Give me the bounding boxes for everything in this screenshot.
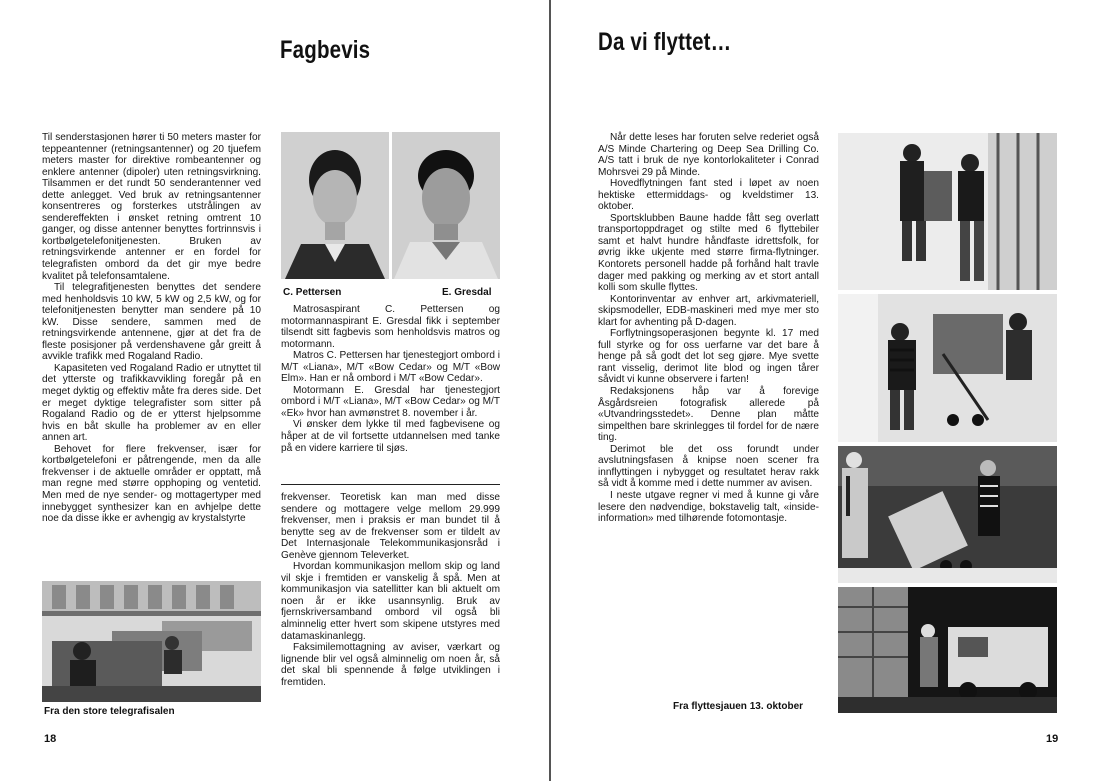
portrait-caption-pettersen: C. Pettersen	[283, 287, 342, 298]
paragraph: Matros C. Pettersen har tjenestegjort ombord i M/T «Liana», M/T «Bow Cedar» og M/T «Bow Elm». Han er nå ombord i M/T «Bow Cedar».	[281, 350, 501, 385]
paragraph: Redaksjonens håp var å forevige Åsgårdsreien fotografisk allerede på «Utvandringsstedet». Denne plan måtte simpelthen bare skrinlegges til fordel for de nære ting.	[598, 386, 819, 444]
page-title-fagbevis: Fagbevis	[280, 36, 371, 64]
right-page	[551, 0, 1100, 781]
portrait-c-pettersen	[281, 132, 389, 279]
page-number-right: 19	[1046, 733, 1059, 745]
page-title-flyttet: Da vi flyttet…	[598, 28, 732, 56]
paragraph: Matrosaspirant C. Pettersen og motormannaspirant E. Gresdal fikk i september tilsendt sitt fagbevis som henholdsvis matros og motormann.	[281, 304, 500, 350]
paragraph: Kapasiteten ved Rogaland Radio er utnyttet til det ytterste og trafikkavvikling foregår på en meget dyktig og effektiv måte fra deres side. Det er meget dyktige telegrafister som sitter på Rogaland Radio og de er ytterst hjelpsomme hvis en båt skulle ha problemer av en eller annen art.	[42, 362, 261, 444]
photo-moving-4	[838, 587, 1057, 713]
paragraph: I neste utgave regner vi med å kunne gi våre lesere den nødvendige, bokstavelig talt, «inside-information» med tilhørende fotomontasje.	[598, 489, 819, 525]
article-column-telegraphy	[42, 132, 261, 574]
paragraph: Sportsklubben Baune hadde fått seg overlatt transportoppdraget og stilte med 6 flyttebiler samt et halvt hundre håndfaste idrettsfolk, for øvrig ikke ukjente med større firma-flytninger. Kontorets personell hadde på forhånd halt travle dager med pakking og merking av et stort antall kolli som skulle flyttes.	[598, 212, 819, 294]
paragraph: Forflytningsoperasjonen begynte kl. 17 med full styrke og for oss uerfarne var det bare å henge på så godt det lot seg gjøre. Mye svette rant visselig, derimot lite blod og ingen tårer såvidt vi kunne observere i farten!	[598, 328, 819, 386]
photo-telegraph-hall	[42, 581, 261, 702]
paragraph: frekvenser. Teoretisk kan man med disse sendere og mottagere velge mellom 29.999 frekvenser, men i praksis er man bundet til å benytte seg av de frekvenser som er tildelt av Det Internasjonale Telekommunikasjonsråd i Genève gjennom Televerket.	[281, 492, 500, 561]
page-number-left: 18	[44, 733, 57, 745]
photo-caption-moving: Fra flyttesjauen 13. oktober	[673, 701, 804, 712]
paragraph: Hvordan kommunikasjon mellom skip og land vil skje i fremtiden er vanskelig å spå. Men at kommunikasjon via satellitter kan bli aktuelt om noen år er ikke usannsynlig. Bruk av fjernskriversamband ombord vil også bli alminnelig etter hvert som skipene utstyres med datamaskinanlegg.	[281, 561, 500, 642]
article-column-fagbevis	[281, 304, 500, 480]
paragraph: Derimot ble det oss forundt under avslutningsfasen å knipse noen scener fra innflyttingen i nybygget og resultatet herav rakk så vidt å komme med i dette nummer av avisen.	[598, 443, 819, 490]
portrait-caption-gresdal: E. Gresdal	[442, 287, 492, 298]
paragraph: Behovet for flere frekvenser, især for kortbølgetelefoni er påtrengende, men da alle frekvenser i de aktuelle områder er opptatt, må man regne med større opphoping og ventetid. Men med de nye sender- og mottagertyper med innebygget synthesizer kan en avhjelpe dette noe da disse ikke er avhengig av krystalstyrte	[42, 443, 261, 525]
paragraph: Til telegrafitjenesten benyttes det sendere med henholdsvis 10 kW, 5 kW og 2,5 kW, og for telefonitjenesten benytter man sendere på 10 kW. Disse sendere, sammen med de retningsvirkende antennene, gjør at det fra de fleste posisjoner på verdenshavene går greitt å avvikle trafikk med Rogaland Radio.	[42, 282, 261, 363]
paragraph: Hovedflytningen fant sted i løpet av noen hektiske ettermiddags- og kveldstimer 13. oktober.	[598, 178, 819, 213]
photo-caption-telegraph-hall: Fra den store telegrafisalen	[44, 706, 175, 717]
photo-moving-1	[838, 133, 1057, 290]
portrait-e-gresdal	[392, 132, 500, 279]
article-column-frequencies	[281, 492, 500, 712]
paragraph: Vi ønsker dem lykke til med fagbevisene og håper at de vil fortsette utdannelsen med tanke på en videre karriere til sjøs.	[281, 419, 500, 454]
paragraph: Til senderstasjonen hører ti 50 meters master for teppeantenner (retningsantenner) og 20 tjuefem meters master for direktive rombeantenner og enklere antenner (dipoler) uten retningsvirkning. Tilsammen er det rundt 50 senderantenner ved dette anlegget. Ved bruk av retningsantenner konsentreres og forsterkes utstrålingen av sendereffekten i ønsket retning omtrent 10 ganger, og disse antenner benyttes fortrinnsvis i kortbølgetelefonitjenesten. Bruken av retningsvirkende antenner er en fordel for telegrafisten ombord da det gir mye bedre kvalitet på telefonsamtalene.	[42, 132, 261, 282]
left-page	[0, 0, 549, 781]
article-column-moving	[598, 132, 819, 602]
section-rule	[281, 484, 500, 485]
photo-moving-3	[838, 446, 1057, 583]
paragraph: Faksimilemottagning av aviser, værkart og lignende blir vel også alminnelig om noen år, så det skal bli spennende å følge utviklingen i fremtiden.	[281, 642, 500, 688]
photo-moving-2	[838, 294, 1057, 442]
paragraph: Motormann E. Gresdal har tjenestegjort ombord i M/T «Liana», M/T «Bow Cedar» og M/T «Ek» hvor han avmønstret 8. november i år.	[281, 384, 500, 419]
paragraph: Kontorinventar av enhver art, arkivmateriell, skipsmodeller, EDB-maskineri med mye mer sto klart for avhenting på D-dagen.	[598, 293, 819, 328]
paragraph: Når dette leses har foruten selve rederiet også A/S Minde Chartering og Deep Sea Drilling Co. A/S tatt i bruk de nye kontorlokaliteter i Conrad Mohrsvei 29 på Minde.	[598, 132, 819, 178]
